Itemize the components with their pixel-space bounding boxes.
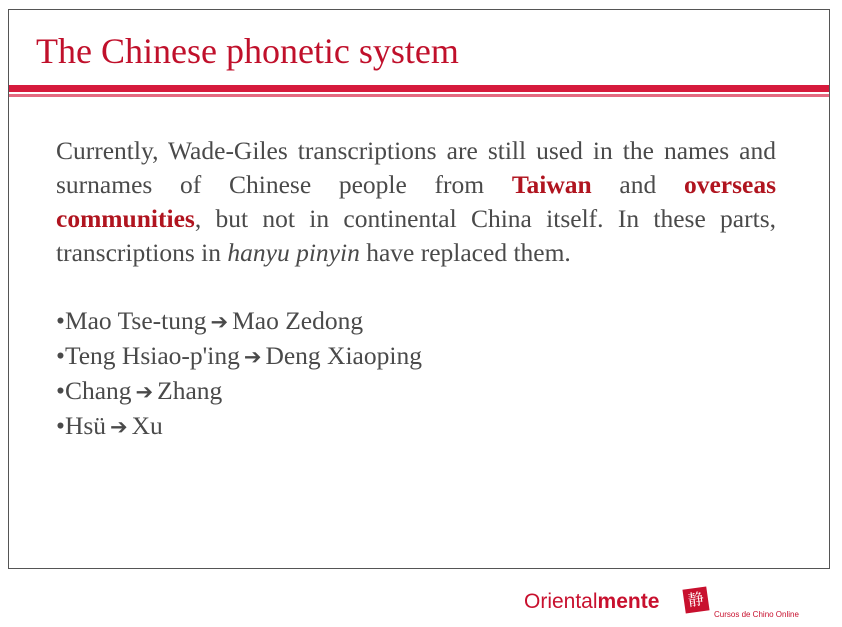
new-transcription: Zhang bbox=[157, 376, 223, 405]
paragraph-text: , but not in continental China itself. In these parts, transcriptions in bbox=[56, 204, 776, 267]
slide-body bbox=[56, 134, 776, 444]
new-transcription: Deng Xiaoping bbox=[265, 341, 422, 370]
brand-light: Oriental bbox=[524, 590, 598, 613]
highlight-overseas-communities: overseas communities bbox=[56, 170, 776, 233]
paragraph-text: and bbox=[591, 170, 684, 199]
list-item bbox=[56, 304, 776, 339]
paragraph-text: have replaced them. bbox=[359, 238, 571, 267]
bullet-marker: • bbox=[56, 411, 65, 440]
list-item bbox=[56, 374, 776, 409]
old-transcription: Teng Hsiao-p'ing bbox=[64, 341, 240, 370]
old-transcription: Mao Tse-tung bbox=[64, 306, 207, 335]
old-transcription: Chang bbox=[64, 376, 132, 405]
bullet-marker: • bbox=[56, 376, 65, 405]
slide-frame bbox=[8, 9, 830, 569]
title-rule-thin bbox=[9, 94, 829, 97]
brand-wordmark bbox=[524, 590, 659, 614]
bullet-list bbox=[56, 304, 776, 444]
paragraph-text: Currently, Wade-Giles transcriptions are still used in the names and surnames of Chinese people from bbox=[56, 136, 776, 199]
footer-logo bbox=[524, 586, 824, 622]
body-paragraph bbox=[56, 134, 776, 270]
bullet-marker: • bbox=[56, 341, 65, 370]
new-transcription: Mao Zedong bbox=[232, 306, 364, 335]
seal-glyph: 静 bbox=[686, 588, 706, 611]
bullet-marker: • bbox=[56, 306, 65, 335]
arrow-right-icon: ➔ bbox=[243, 345, 262, 369]
brand-bold: mente bbox=[597, 590, 660, 613]
arrow-right-icon: ➔ bbox=[210, 310, 229, 334]
arrow-right-icon: ➔ bbox=[110, 415, 128, 439]
list-item bbox=[56, 339, 776, 374]
brand-tagline: Cursos de Chino Online bbox=[714, 610, 799, 619]
seal-icon bbox=[682, 586, 709, 613]
slide-title: The Chinese phonetic system bbox=[36, 31, 459, 71]
italic-hanyu-pinyin: hanyu pinyin bbox=[227, 238, 360, 267]
list-item bbox=[56, 409, 776, 444]
highlight-taiwan: Taiwan bbox=[511, 170, 592, 199]
title-rule-thick bbox=[9, 85, 829, 92]
arrow-right-icon: ➔ bbox=[135, 380, 154, 404]
old-transcription: Hsü bbox=[64, 411, 107, 440]
new-transcription: Xu bbox=[131, 411, 163, 440]
